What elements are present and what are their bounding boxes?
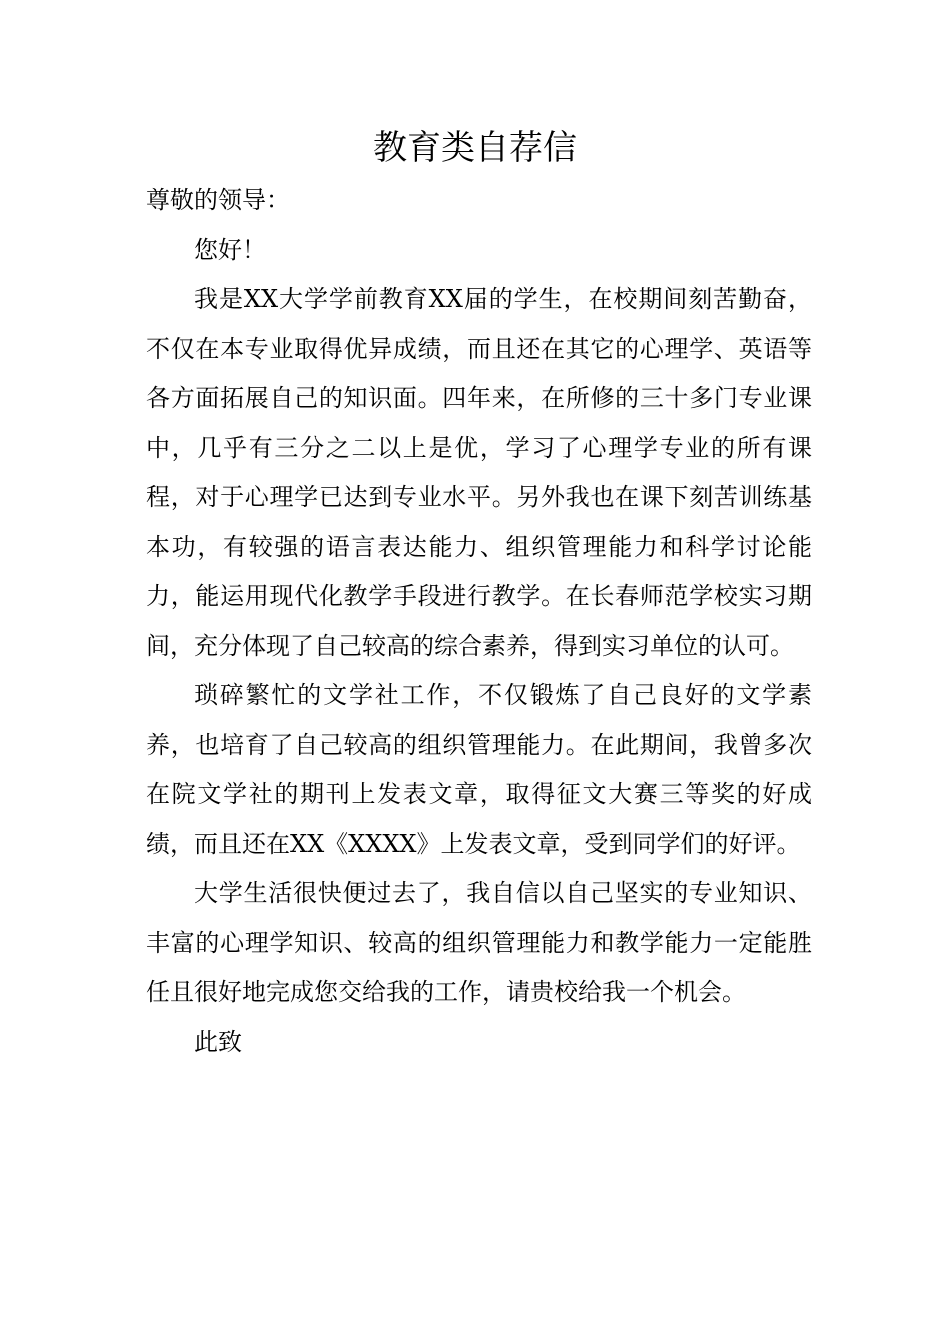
greeting: 您好！ xyxy=(194,235,266,264)
paragraph-1: 我是XX大学学前教育XX届的学生，在校期间刻苦勤奋，不仅在本专业取得优异成绩，而且还在其它的心理学、英语等各方面拓展自己的知识面。四年来，在所修的三十多门专业课中，几乎有三分之二以上是优，学习了心理学专业的所有课程，对于心理学已达到专业水平。另外我也在课下刻苦训练基本功，有较强的语言表达能力、组织管理能力和科学讨论能力，能运用现代化教学手段进行教学。在长春师范学校实习期间，充分体现了自己较高的综合素养，得到实习单位的认可。 xyxy=(146,285,812,660)
paragraph-3: 大学生活很快便过去了，我自信以自己坚实的专业知识、丰富的心理学知识、较高的组织管理能力和教学能力一定能胜任且很好地完成您交给我的工作，请贵校给我一个机会。 xyxy=(146,879,812,1006)
salutation: 尊敬的领导： xyxy=(146,186,290,214)
page-title: 教育类自荐信 xyxy=(373,128,577,168)
paragraph-2: 琐碎繁忙的文学社工作，不仅锻炼了自己良好的文学素养，也培育了自己较高的组织管理能力。在此期间，我曾多次在院文学社的期刊上发表文章，取得征文大赛三等奖的好成绩，而且还在XX《XXXX》上发表文章，受到同学们的好评。 xyxy=(146,681,812,858)
letter-body xyxy=(146,176,812,1067)
closing: 此致 xyxy=(194,1027,242,1056)
